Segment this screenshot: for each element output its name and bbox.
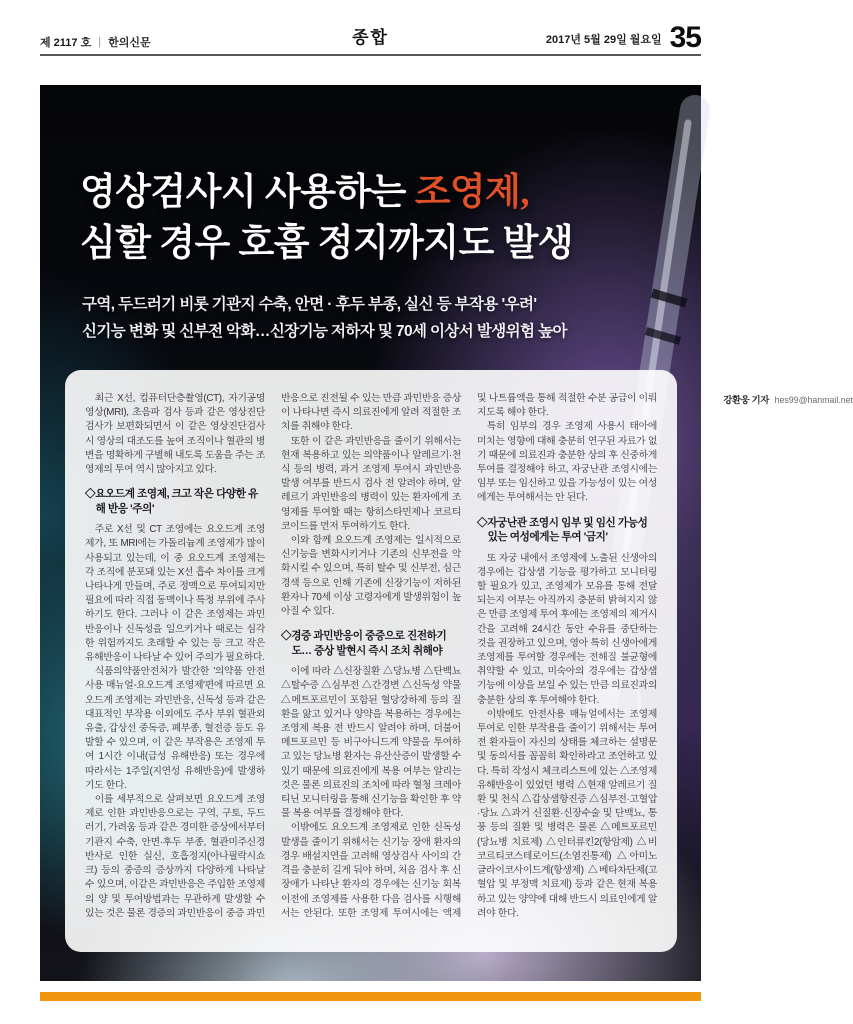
article-body [85, 392, 853, 934]
article-paragraph: 주로 X선 및 CT 조영에는 요오드계 조영제가, 또 MRI에는 가돌리늄계 조영제가 많이 사용되고 있는데, 이 중 요오드계 조영제는 각 조직에 분포돼 있는 X선 흡수 차이를 크게 나타나게 만들며, 주로 정맥으로 투여되지만 필요에 따라 직접 동맥이나 특정 부위에 주사하기도 한다. 그러나 이 같은 조영제는 과민반응이나 신독성을 일으키거나 때로는 심각한 위험까지도 초래할 수 있는 등 크고 작은 유해반응이 나타날 수 있어 주의가 필요하다. [85, 524, 265, 664]
section-title: 종합 [352, 28, 389, 47]
headline-prefix: 영상검사시 사용하는 [80, 172, 415, 213]
article-paragraph: 특히 임부의 경우 조영제 사용시 태아에 미치는 영향에 대해 충분히 연구된 자료가 없기 때문에 의료진과 충분한 상의 후 신중하게 투여를 결정해야 하고, 자궁난관 조영시에는 임부 또는 임신하고 있을 가능성이 있는 여성에게는 투여해서는 안 된다. [477, 421, 657, 504]
subheadline-line-2: 신기능 변화 및 신부전 악화…신장기능 저하자 및 70세 이상서 발생위험 높아 [82, 322, 567, 340]
article-paragraph: 또 자궁 내에서 조영제에 노출된 신생아의 경우에는 갑상샘 기능을 평가하고 모니터링할 필요가 있고, 조영제가 모유를 통해 전달되는지 여부는 아직까지 충분히 밝혀지지 않은 만큼 조영제 투여 후에는 조영제의 제거시간을 고려해 24시간 동안 수유를 중단하는 것을 권장하고 있으며, 영아 특히 신생아에게 조영제를 투여할 경우에는 전해질 불균형에 취약할 수 있고, 미숙아의 경우에는 갑상샘 기능에 이상을 보일 수 있는 만큼 의료진과의 충분한 상의 후 투여해야 한다. [477, 552, 657, 706]
article-subheadline [82, 292, 567, 345]
article-subhead: ◇자궁난관 조영시 임부 및 임신 가능성 있는 여성에게는 투여 '금지' [477, 516, 648, 544]
masthead-divider: | [98, 36, 102, 48]
headline-line-2: 심할 경우 호흡 정지까지도 발생 [80, 223, 574, 265]
reporter-email: hes99@hanmail.net [774, 395, 853, 405]
article-subhead: ◇경증 과민반응이 중증으로 진전하기도… 증상 발현시 즉시 조치 취해야 [281, 630, 447, 657]
masthead [40, 20, 701, 56]
article-paragraph: 이밖에도 요오드계 조영제로 인한 신독성 발생을 줄이기 위해서는 신기능 장애 환자의 경우 배설지연을 고려해 영상검사 사이의 간격을 충분히 길게 둬야 하며, 처음 검사 후 신장애가 나타난 환자의 경우에는 신기능 회복 이전에 조영제를 사용한 다음 검사를 시행해서는 안된다. 또한 조영제 투여시에는 액제 및 나트륨액을 통해 적절한 수분 공급이 이뤄지도록 해야 한다. [281, 393, 657, 919]
reporter-name: 강환웅 기자 [723, 395, 770, 405]
article-paragraph: 이를 세부적으로 살펴보면 요오드계 조영제로 인한 과민반응으로는 구역, 구토, 두드러기, 가려움 등과 같은 경미한 증상에서부터 기관지 수축, 안면·후두 부종, 혈관미주신경반사로 인한 실신, 호흡정지(아나필락시쇼크) 등의 중증의 증상까지 다양하게 나타날 수 있으며, 이같은 과민반응은 주입한 조영제의 양 및 투여방법과는 무관하게 발생할 수 있는 것은 물론 경증의 과민반응이 중증 과민반응으로 진전될 수 있는 만큼 과민반응 증상이 나타나면 즉시 의료진에게 알려 적절한 조치를 취해야 한다. [85, 393, 461, 919]
article-subhead: ◇요오드계 조영제, 크고 작은 다양한 유해 반응 '주의' [85, 488, 258, 515]
article-paragraph: 식품의약품안전처가 발간한 '의약품 안전사용 매뉴얼-요오드계 조영제'편에 따르면 요오드계 조영제는 과민반응, 신독성 등과 같은 대표적인 부작용 이외에도 주사 부위 혈관외 유출, 갑상선 중독증, 폐부종, 혈전증 등도 유발할 수 있으며, 이 같은 부작용은 조영제 투여 1시간 이내(급성 유해반응) 또는 경우에 따라서는 1주일(지연성 유해반응)에 발생하기도 한다. [85, 666, 265, 791]
issue-number: 제 2117 호 [40, 37, 92, 49]
masthead-date-group [545, 20, 701, 54]
feature-photo [40, 85, 853, 981]
paper-name: 한의신문 [108, 37, 151, 49]
subheadline-line-1: 구역, 두드러기 비롯 기관지 수축, 안면 · 후두 부종, 실신 등 부작용 '우려' [82, 296, 537, 313]
byline [673, 392, 853, 406]
issue-date: 2017년 5월 29일 월요일 [545, 34, 662, 46]
headline-highlight: 조영제, [414, 172, 530, 213]
article-paragraph: 또한 이 같은 과민반응을 줄이기 위해서는 현재 복용하고 있는 의약품이나 알레르기·천식 등의 병력, 과거 조영제 투여시 과민반응 발생 여부를 반드시 검사 전 알려야 하며, 알레르기 과민반응의 병력이 있는 환자에게 조영제를 투여할 때는 항히스타민제나 코르티코이드를 먼저 투여하기도 한다. [281, 435, 461, 532]
article-headline [80, 167, 573, 269]
article-card [65, 370, 853, 952]
article-paragraph: 이밖에도 안전사용 매뉴얼에서는 조영제 투여로 인한 부작용을 줄이기 위해서는 투여 전 환자들이 자신의 상태를 체크하는 설명문 및 동의서를 꼼꼼히 확인하라고 조언하고 있다. 특히 작성시 체크리스트에 있는 △조영제 유해반응이 있었던 병력 △현재 알레르기 질환 및 천식 △갑상샘항진증 △심부전·고혈압·당뇨 △과거 신질환·신장수술 및 단백뇨, 통풍 등의 질환 및 병력은 물론 △메트포르민(당뇨병 치료제) △인터류킨2(항암제) △비코르티코스테로이드(소염진통제) △아미노글라이코사이드계(항생제) △베타차단제(고혈압 및 부정맥 치료제) 등과 같은 현재 복용하고 있는 양약에 대해 반드시 의료인에게 알려야 한다. [477, 708, 657, 919]
article-paragraph: 이와 함께 요오드계 조영제는 일시적으로 신기능을 변화시키거나 기존의 신부전을 악화시킬 수 있으며, 특히 탈수 및 신부전, 심근경색 등으로 인해 기존에 신장기능이 저하된 환자나 70세 이상 고령자에게 발생위험이 높아질 수 있다. [281, 535, 461, 618]
article-paragraph: 최근 X선, 컴퓨터단층촬영(CT), 자기공명영상(MRI), 초음파 검사 등과 같은 영상진단검사가 보편화되면서 이 같은 영상진단검사시 영상의 대조도를 높여 조직이나 혈관의 병변을 명확하게 구별해 내도록 도움을 주는 조영제의 투여 역시 많아지고 있다. [85, 393, 265, 476]
page-number: 35 [669, 20, 701, 54]
footer-accent-bar [40, 992, 701, 1001]
headline-line-1 [80, 167, 573, 218]
article-paragraph: 이에 따라 △신장질환 △당뇨병 △단백뇨 △탈수증 △심부전 △간경변 △신독성 약물 △메트포르민이 포함된 혈당강하제 등의 질환을 앓고 있거나 양약을 복용하는 경우에는 조영제 복용 전 반드시 알려야 하며, 더불어 메트포르민 등 비구아니드계 약물을 투여하고 있는 당뇨병 환자는 유산산증이 발생할 수 있기 때문에 의료진에게 복용 여부는 알리는 것은 물론 의료진의 조치에 따라 혈청 크레아티닌 모니터링을 통해 신기능을 확인한 후 약물 복용 여부를 결정해야 한다. [281, 666, 461, 820]
masthead-issue-group [40, 34, 151, 50]
